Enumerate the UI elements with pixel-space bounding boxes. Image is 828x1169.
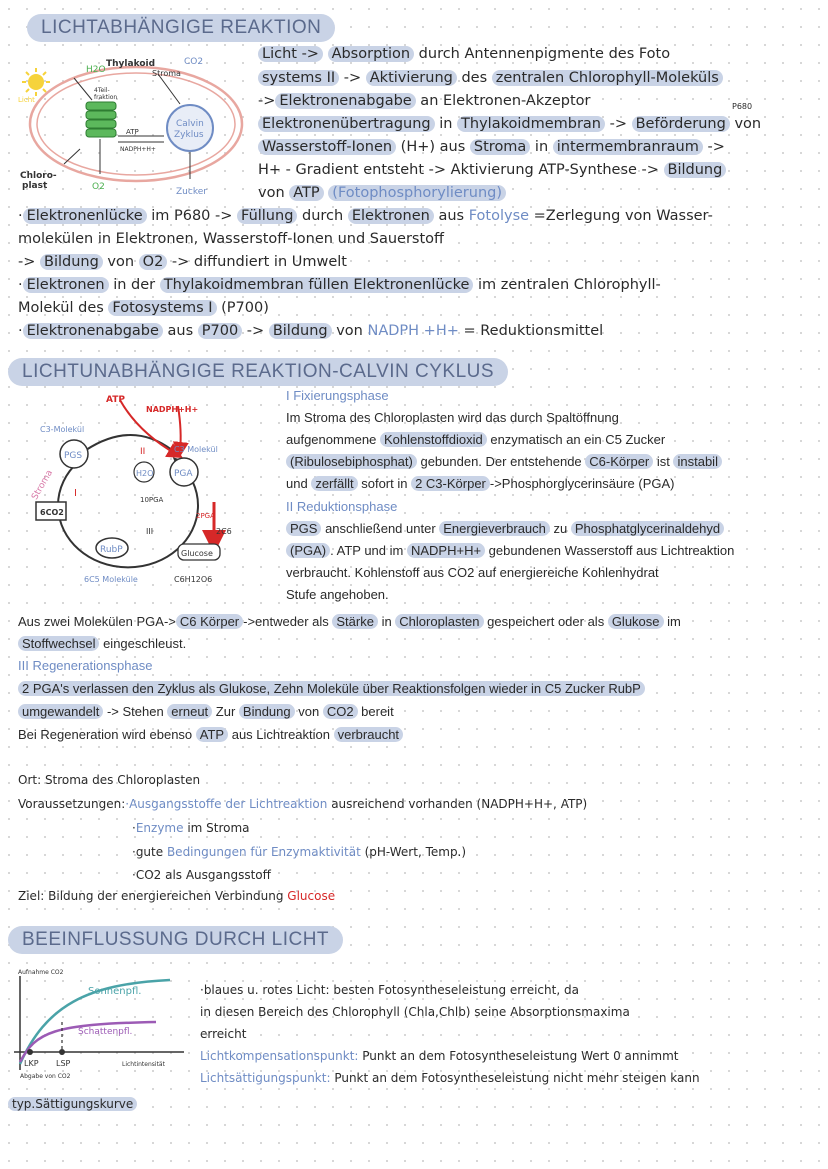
- graph-x-label: Lichtintensität: [122, 1061, 165, 1068]
- text-line: [200, 1024, 246, 1044]
- rubp-label: RubP: [100, 545, 123, 555]
- text-segment: Stärke: [332, 614, 378, 629]
- text-segment: ·blaues u. rotes Licht: besten Fotosyntheseleistung erreicht, da: [200, 983, 579, 997]
- text-segment: in diesen Bereich des Chlorophyll (Chla,Chlb) seine Absorptionsmaxima: [200, 1005, 630, 1019]
- text-segment: ·Ausgangsstoffe der Lichtreaktion: [125, 797, 328, 811]
- text-line: [258, 183, 506, 203]
- reaktion-label-2: fraktion: [94, 94, 118, 101]
- stroma-cycle-label: Stroma: [30, 468, 56, 502]
- text-segment: H+ - Gradient entsteht -> Aktivierung ATP-Synthese ->: [258, 162, 664, 178]
- formula-label: C6H12O6: [174, 575, 213, 584]
- o2-label: O2: [92, 182, 105, 192]
- lkp-label: LKP: [24, 1059, 39, 1068]
- text-segment: Glucose: [287, 889, 336, 903]
- text-line: [18, 702, 394, 722]
- text-segment: ·CO2 als Ausgangsstoff: [132, 868, 271, 882]
- text-segment: (pH-Wert, Temp.): [360, 845, 467, 859]
- graph-caption: typ.Sättigungskurve: [8, 1094, 137, 1114]
- text-segment: Lichtkompensationspunkt:: [200, 1049, 359, 1063]
- text-line: [286, 563, 659, 583]
- glucose-label: Glucose: [181, 549, 213, 558]
- text-segment: Zur: [212, 704, 239, 719]
- thylakoid-label: Thylakoid: [106, 59, 156, 69]
- text-segment: II Reduktionsphase: [286, 499, 398, 514]
- text-segment: (H+) aus: [396, 139, 470, 155]
- nadph-label: NADPH+H+: [120, 146, 156, 153]
- p680-note: P680: [732, 102, 753, 111]
- text-segment: I Fixierungsphase: [286, 388, 389, 403]
- text-line: [286, 585, 389, 605]
- text-segment: im zentralen Chlorophyll-: [473, 277, 661, 293]
- text-segment: molekülen in Elektronen, Wasserstoff-Ionen und Sauerstoff: [18, 231, 445, 247]
- text-segment: im P680 ->: [146, 208, 238, 224]
- c6-label: 2C6: [216, 527, 232, 536]
- atp-label: ATP: [126, 128, 139, 136]
- text-line: [258, 114, 761, 134]
- c5-label: 6C5 Moleküle: [84, 575, 138, 584]
- text-line: [258, 91, 591, 111]
- text-segment: Glukose: [608, 614, 664, 629]
- co2-input-label: 6CO2: [40, 508, 64, 517]
- pgs-label: PGS: [64, 451, 83, 461]
- text-segment: Molekül des: [18, 300, 109, 316]
- text-line: [258, 68, 723, 88]
- text-line: [132, 818, 250, 838]
- text-segment: ->: [339, 70, 366, 86]
- text-segment: ->: [258, 93, 276, 109]
- text-segment: Elektronen: [348, 208, 434, 224]
- text-line: [200, 980, 579, 1000]
- phase-3-label: III: [146, 527, 154, 536]
- text-segment: Voraussetzungen:: [18, 797, 126, 811]
- text-segment: Fotolyse: [468, 208, 530, 224]
- text-segment: gebundenen Wasserstoff aus Lichtreaktion: [485, 543, 735, 558]
- text-line: [18, 275, 661, 295]
- text-segment: ·: [18, 277, 23, 293]
- text-segment: Im Stroma des Chloroplasten wird das durch Spaltöffnung: [286, 410, 619, 425]
- shade-plant-label: Schattenpfl.: [78, 1027, 133, 1037]
- text-segment: erreicht: [200, 1027, 247, 1041]
- lsp-point: [59, 1049, 65, 1055]
- text-segment: Ort: Stroma des Chloroplasten: [18, 773, 201, 787]
- text-segment: Licht ->: [258, 46, 323, 62]
- graph-abgabe-label: Abgabe von CO2: [20, 1073, 71, 1080]
- text-segment: systems II: [258, 70, 339, 86]
- text-segment: C6 Körper: [176, 614, 243, 629]
- text-segment: erneut: [167, 704, 212, 719]
- text-line: [200, 1002, 630, 1022]
- text-segment: des: [456, 70, 492, 86]
- text-segment: Bildung: [269, 323, 332, 339]
- text-segment: sofort in: [357, 476, 412, 491]
- text-segment: 2 C3-Körper: [411, 476, 490, 491]
- text-segment: III Regenerationsphase: [18, 658, 153, 673]
- text-segment: von: [258, 185, 290, 201]
- thylakoid-stack: [86, 102, 116, 137]
- text-segment: NADPH+H+: [407, 543, 485, 558]
- text-line: [258, 160, 726, 180]
- text-segment: -> Stehen: [103, 704, 168, 719]
- chloroplast-diagram: [8, 44, 248, 204]
- text-segment: Lichtsättigungspunkt:: [200, 1071, 331, 1085]
- text-segment: Kohlenstoffdioxid: [380, 432, 487, 447]
- lkp-point: [27, 1049, 33, 1055]
- text-segment: ATP: [289, 185, 323, 201]
- text-segment: zu: [549, 521, 571, 536]
- text-line: [258, 44, 670, 64]
- text-segment: ist: [653, 454, 674, 469]
- text-line: [18, 298, 269, 318]
- text-segment: Absorption: [328, 46, 415, 62]
- text-segment: gebunden. Der entstehende: [416, 454, 586, 469]
- text-line: [18, 679, 645, 699]
- text-line: [286, 519, 724, 539]
- text-segment: in: [434, 116, 458, 132]
- text-line: [286, 497, 397, 517]
- text-line: [200, 1068, 700, 1088]
- text-segment: umgewandelt: [18, 704, 103, 719]
- pga-label: PGA: [174, 469, 193, 479]
- text-segment: Punkt an dem Fotosyntheseleistung Wert 0 annimmt: [358, 1049, 679, 1063]
- graph-y-label: Aufnahme CO2: [18, 969, 64, 976]
- nadph-input-label: NADPH+H+: [146, 405, 199, 414]
- chloroplast-label-1: Chloro-: [20, 171, 57, 181]
- text-segment: Aus zwei Molekülen PGA->: [18, 614, 176, 629]
- text-segment: durch: [297, 208, 348, 224]
- text-segment: -> diffundiert in Umwelt: [167, 254, 347, 270]
- text-segment: bereit: [357, 704, 394, 719]
- text-segment: eingeschleust.: [99, 636, 187, 651]
- text-segment: CO2: [323, 704, 358, 719]
- text-segment: Bedingungen für Enzymaktivität: [166, 845, 361, 859]
- pga10-label: 10PGA: [140, 496, 164, 504]
- text-segment: aufgenommene: [286, 432, 380, 447]
- stroma-label: Stroma: [152, 69, 181, 78]
- text-segment: Stoffwechsel: [18, 636, 99, 651]
- text-segment: Ziel: Bildung der energiereichen Verbindung: [18, 889, 288, 903]
- text-segment: Chloroplasten: [395, 614, 483, 629]
- text-segment: ·gute: [132, 845, 167, 859]
- atp-input-label: ATP: [106, 395, 126, 405]
- text-segment: intermembranraum: [553, 139, 703, 155]
- text-segment: 2 PGA's verlassen den Zyklus als Glukose, Zehn Moleküle über Reaktionsfolgen wieder in C5 Zucker RubP: [18, 681, 645, 696]
- text-segment: von: [729, 116, 762, 132]
- heading-light-influence: BEEINFLUSSUNG DURCH LICHT: [8, 926, 343, 954]
- text-segment: aus: [433, 208, 469, 224]
- text-segment: ->: [18, 254, 40, 270]
- text-segment: aus: [162, 323, 198, 339]
- reaktion-label-1: 4Teil-: [94, 87, 110, 94]
- text-line: [286, 386, 389, 406]
- c3-right-label: C3 Molekül: [174, 445, 218, 454]
- chloroplast-label-2: plast: [22, 181, 48, 191]
- text-segment: Füllung: [237, 208, 297, 224]
- text-line: [18, 321, 603, 341]
- text-segment: und: [286, 476, 312, 491]
- text-segment: in: [530, 139, 553, 155]
- text-line: [286, 474, 675, 494]
- saturation-curve-graph: [6, 966, 192, 1096]
- text-segment: Elektronen: [23, 277, 109, 293]
- text-segment: O2: [139, 254, 168, 270]
- text-segment: Bei Regeneration wird ebenso: [18, 727, 196, 742]
- calvin-label-2: Zyklus: [174, 130, 204, 140]
- text-segment: PGS: [286, 521, 321, 536]
- lsp-label: LSP: [56, 1059, 71, 1068]
- text-line: [18, 229, 444, 249]
- text-segment: ->Phosphorglycerinsäure (PGA): [489, 476, 675, 491]
- text-line: [286, 452, 722, 472]
- text-segment: an Elektronen-Akzeptor: [415, 93, 591, 109]
- text-segment: im Stroma: [183, 821, 250, 835]
- text-line: [18, 770, 200, 790]
- text-line: [286, 430, 665, 450]
- text-line: [200, 1046, 679, 1066]
- text-segment: Energieverbrauch: [439, 521, 550, 536]
- text-segment: Punkt an dem Fotosyntheseleistung nicht mehr steigen kann: [330, 1071, 700, 1085]
- text-line: [18, 794, 587, 814]
- text-segment: zentralen Chlorophyll-Moleküls: [492, 70, 723, 86]
- phase-2-label: II: [140, 447, 146, 457]
- text-line: [18, 634, 186, 654]
- text-segment: aus Lichtreaktion: [228, 727, 334, 742]
- licht-label: Licht: [18, 96, 35, 104]
- text-segment: = Reduktionsmittel: [458, 323, 604, 339]
- text-segment: Stufe angehoben.: [286, 587, 389, 602]
- text-segment: im: [663, 614, 681, 629]
- text-line: [132, 842, 466, 862]
- text-segment: (Ribulosebiphosphat): [286, 454, 417, 469]
- text-line: [18, 725, 403, 745]
- text-line: [286, 541, 734, 561]
- text-line: [18, 656, 152, 676]
- text-segment: Thylakoidmembran: [457, 116, 605, 132]
- text-segment: anschließend unter: [321, 521, 440, 536]
- zucker-label: Zucker: [176, 187, 207, 197]
- text-segment: Stroma: [470, 139, 530, 155]
- text-segment: Elektronenübertragung: [258, 116, 435, 132]
- text-line: [18, 206, 713, 226]
- text-segment: (P700): [216, 300, 269, 316]
- h2o-label: H2O: [86, 65, 106, 75]
- text-segment: ATP: [196, 727, 228, 742]
- pga2-label: 2PGA: [196, 512, 215, 520]
- text-segment: Aktivierung: [366, 70, 457, 86]
- text-segment: von: [331, 323, 368, 339]
- text-segment: von: [102, 254, 139, 270]
- text-segment: P700: [198, 323, 242, 339]
- calvin-cycle-diagram: [28, 392, 268, 592]
- text-segment: NADPH +H+: [367, 323, 459, 339]
- phase-1-label: I: [74, 488, 77, 499]
- text-line: [132, 865, 271, 885]
- text-line: [18, 612, 681, 632]
- text-segment: gespeichert oder als: [483, 614, 608, 629]
- text-segment: Thylakoidmembran füllen Elektronenlücke: [160, 277, 474, 293]
- text-segment: (PGA): [286, 543, 330, 558]
- text-segment: ->: [605, 116, 632, 132]
- calvin-label-1: Calvin: [176, 119, 204, 129]
- text-segment: von: [294, 704, 323, 719]
- text-segment: Elektronenabgabe: [23, 323, 163, 339]
- text-segment: zerfällt: [311, 476, 357, 491]
- text-segment: Elektronenlücke: [23, 208, 147, 224]
- text-segment: Phosphatglycerinaldehyd: [571, 521, 724, 536]
- sun-plant-label: Sonnenpfl.: [88, 986, 142, 997]
- text-segment: ·: [132, 821, 136, 835]
- text-segment: in der: [108, 277, 160, 293]
- text-segment: (Fotophosphorylierung): [328, 185, 506, 201]
- co2-label: CO2: [184, 57, 204, 67]
- text-line: [18, 886, 335, 906]
- text-segment: instabil: [673, 454, 721, 469]
- sun-icon: [22, 68, 50, 96]
- text-segment: C6-Körper: [585, 454, 653, 469]
- text-segment: Elektronenabgabe: [275, 93, 415, 109]
- text-segment: Bildung: [664, 162, 727, 178]
- text-segment: ·: [18, 323, 23, 339]
- heading-light-reaction: LICHTABHÄNGIGE REAKTION: [27, 14, 335, 42]
- text-segment: Beförderung: [632, 116, 730, 132]
- c3-left-label: C3-Molekül: [40, 425, 85, 434]
- text-segment: verbraucht: [334, 727, 403, 742]
- text-segment: ausreichend vorhanden (NADPH+H+, ATP): [327, 797, 588, 811]
- text-segment: Enzyme: [135, 821, 184, 835]
- text-segment: enzymatisch an ein C5 Zucker: [486, 432, 666, 447]
- text-segment: ->entweder als: [243, 614, 333, 629]
- text-segment: in: [377, 614, 396, 629]
- h2o-cycle-label: H2O: [136, 469, 154, 478]
- text-segment: Bildung: [40, 254, 103, 270]
- text-line: [286, 408, 619, 428]
- text-segment: ·: [18, 208, 23, 224]
- text-segment: verbraucht. Kohlenstoff aus CO2 auf energiereiche Kohlenhydrat: [286, 565, 659, 580]
- text-segment: =Zerlegung von Wasser-: [529, 208, 713, 224]
- heading-calvin-cycle: LICHTUNABHÄNGIGE REAKTION-CALVIN CYKLUS: [8, 358, 508, 386]
- text-segment: . ATP und im: [330, 543, 407, 558]
- text-segment: Bindung: [239, 704, 295, 719]
- text-segment: ->: [702, 139, 725, 155]
- text-segment: [323, 46, 328, 62]
- text-line: [258, 137, 725, 157]
- text-segment: durch Antennenpigmente des Foto: [414, 46, 671, 62]
- text-line: [18, 252, 347, 272]
- text-segment: Wasserstoff-Ionen: [258, 139, 396, 155]
- text-segment: Fotosystems I: [108, 300, 216, 316]
- text-segment: ->: [242, 323, 269, 339]
